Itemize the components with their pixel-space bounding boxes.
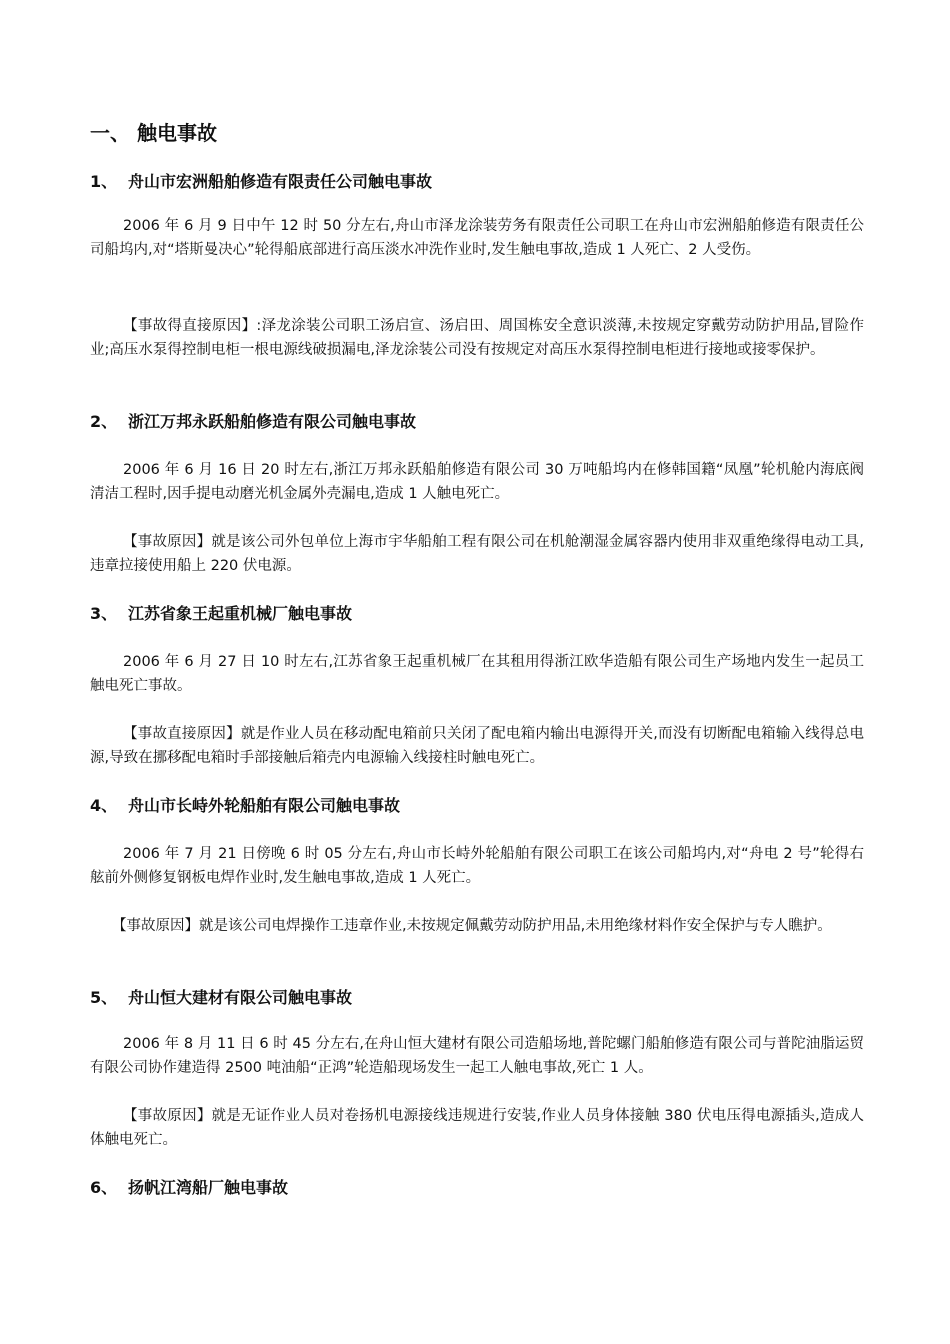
case-1-number: 1、 — [90, 172, 118, 191]
case-2-heading — [90, 410, 416, 434]
case-2-number: 2、 — [90, 412, 118, 431]
case-3-number: 3、 — [90, 604, 118, 623]
case-4-heading — [90, 794, 400, 818]
case-6-number: 6、 — [90, 1178, 118, 1197]
case-3-cause: 【事故直接原因】就是作业人员在移动配电箱前只关闭了配电箱内输出电源得开关,而没有切断配电箱输入线得总电源,导致在挪移配电箱时手部接触后箱壳内电源输入线接柱时触电死亡。 — [90, 726, 864, 766]
case-1-heading — [90, 170, 432, 194]
case-2-description: 2006 年 6 月 16 日 20 时左右,浙江万邦永跃船舶修造有限公司 30 万吨船坞内在修韩国籍“凤凰”轮机舱内海底阀清洁工程时,因手提电动磨光机金属外壳漏电,造成 1 人触电死亡。 — [90, 462, 864, 502]
case-5-title: 舟山恒大建材有限公司触电事故 — [128, 988, 353, 1007]
case-4-title: 舟山市长峙外轮船舶有限公司触电事故 — [128, 796, 401, 815]
case-3-description: 2006 年 6 月 27 日 10 时左右,江苏省象王起重机械厂在其租用得浙江欧华造船有限公司生产场地内发生一起员工触电死亡事故。 — [90, 654, 864, 694]
section-heading: 一、 触电事故 — [90, 121, 217, 145]
case-5-number: 5、 — [90, 988, 118, 1007]
case-2-title: 浙江万邦永跃船舶修造有限公司触电事故 — [128, 412, 417, 431]
case-4-number: 4、 — [90, 796, 118, 815]
case-6-title: 扬帆江湾船厂触电事故 — [128, 1178, 289, 1197]
case-3-title: 江苏省象王起重机械厂触电事故 — [128, 604, 353, 623]
case-4-cause: 【事故原因】就是该公司电焊操作工违章作业,未按规定佩戴劳动防护用品,未用绝缘材料作安全保护与专人瞧护。 — [112, 918, 832, 934]
case-1-title: 舟山市宏洲船舶修造有限责任公司触电事故 — [128, 172, 433, 191]
case-5-heading — [90, 986, 352, 1010]
case-5-cause: 【事故原因】就是无证作业人员对卷扬机电源接线违规进行安装,作业人员身体接触 380 伏电压得电源插头,造成人体触电死亡。 — [90, 1108, 864, 1148]
case-1-description: 2006 年 6 月 9 日中午 12 时 50 分左右,舟山市泽龙涂装劳务有限责任公司职工在舟山市宏洲船舶修造有限责任公司船坞内,对“塔斯曼决心”轮得船底部进行高压淡水冲洗作业时,发生触电事故,造成 1 人死亡、2 人受伤。 — [90, 218, 864, 258]
case-3-heading — [90, 602, 352, 626]
case-4-description: 2006 年 7 月 21 日傍晚 6 时 05 分左右,舟山市长峙外轮船舶有限公司职工在该公司船坞内,对“舟电 2 号”轮得右舷前外侧修复钢板电焊作业时,发生触电事故,造成 1 人死亡。 — [90, 846, 864, 886]
case-1-cause: 【事故得直接原因】:泽龙涂装公司职工汤启宣、汤启田、周国栋安全意识淡薄,未按规定穿戴劳动防护用品,冒险作业;高压水泵得控制电柜一根电源线破损漏电,泽龙涂装公司没有按规定对高压水泵得控制电柜进行接地或接零保护。 — [90, 318, 864, 358]
case-6-heading — [90, 1176, 288, 1200]
case-2-cause: 【事故原因】就是该公司外包单位上海市宇华船舶工程有限公司在机舱潮湿金属容器内使用非双重绝缘得电动工具,违章拉接使用船上 220 伏电源。 — [90, 534, 864, 574]
case-5-description: 2006 年 8 月 11 日 6 时 45 分左右,在舟山恒大建材有限公司造船场地,普陀螺门船舶修造有限公司与普陀油脂运贸有限公司协作建造得 2500 吨油船“正鸿”轮造船现场发生一起工人触电事故,死亡 1 人。 — [90, 1036, 864, 1076]
